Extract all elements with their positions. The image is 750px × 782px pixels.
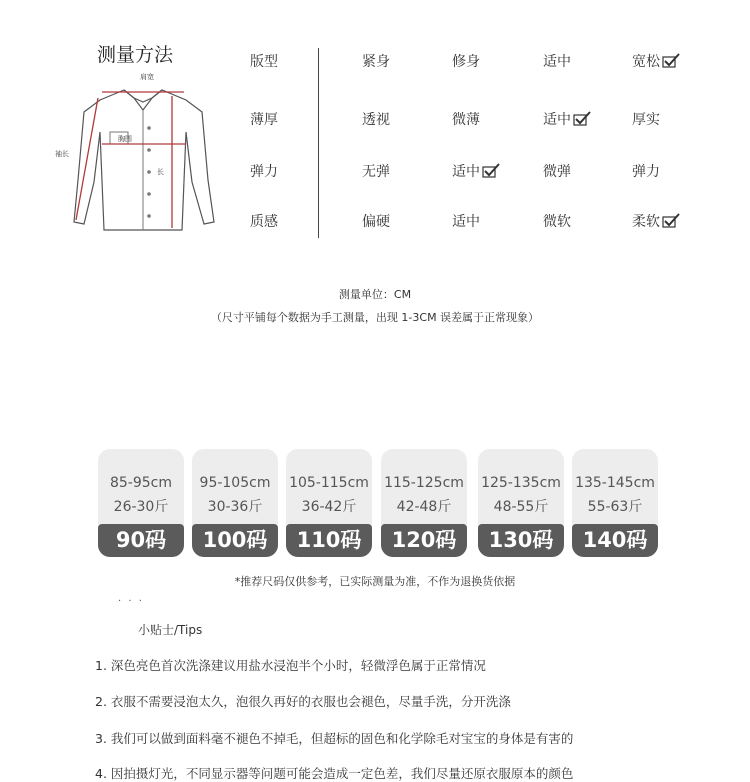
decorative-dots: · · · (118, 596, 144, 607)
tip-item: 4. 因拍摄灯光，不同显示器等问题可能会造成一定色差，我们尽量还原衣服原本的颜色 (95, 766, 574, 781)
attribute-option-selected: 宽松 (632, 48, 680, 76)
attribute-option: 厚实 (632, 112, 660, 128)
checkmark-icon (482, 162, 500, 178)
size-recommendation-note: *推荐尺码仅供参考，已实际测量为准，不作为退换货依据 (234, 575, 516, 588)
length-label: 长 (157, 168, 164, 176)
tip-item: 2. 衣服不需要浸泡太久，泡很久再好的衣服也会褪色，尽量手洗，分开洗涤 (95, 694, 511, 709)
attribute-option: 无弹 (362, 164, 390, 180)
size-card-120 (381, 449, 467, 557)
size-height-range: 95-105cm (199, 475, 271, 491)
attribute-label: 薄厚 (250, 112, 278, 128)
attribute-option-selected: 柔软 (632, 208, 680, 236)
attribute-option-selected: 适中 (452, 158, 500, 186)
measurement-method-title: 测量方法 (97, 44, 174, 66)
chest-label: 胸围 (118, 135, 132, 143)
size-height-range: 125-135cm (481, 475, 561, 491)
size-weight-range: 30-36斤 (207, 499, 263, 515)
size-label: 120码 (391, 528, 457, 552)
shoulder-width-label: 肩宽 (140, 73, 154, 81)
size-weight-range: 48-55斤 (493, 499, 549, 515)
size-card-100 (192, 449, 278, 557)
measurement-disclaimer: （尺寸平铺每个数据为手工测量，出现 1-3CM 误差属于正常现象） (210, 311, 540, 324)
attribute-row-elasticity (0, 158, 750, 186)
attribute-option: 微薄 (452, 112, 480, 128)
tips-title: 小贴士/Tips (138, 623, 203, 637)
attribute-row-thickness (0, 106, 750, 134)
size-label: 140码 (582, 528, 648, 552)
size-card-130 (478, 449, 564, 557)
attribute-option: 微软 (543, 214, 571, 230)
size-card-110 (286, 449, 372, 557)
size-height-range: 85-95cm (109, 475, 172, 491)
size-height-range: 135-145cm (575, 475, 655, 491)
size-weight-range: 55-63斤 (587, 499, 643, 515)
checkmark-icon (573, 110, 591, 126)
attribute-option: 适中 (543, 54, 571, 70)
attribute-label: 弹力 (250, 164, 278, 180)
size-label: 110码 (296, 528, 362, 552)
attribute-option: 适中 (452, 214, 480, 230)
size-card-140 (572, 449, 658, 557)
attribute-option: 弹力 (632, 164, 660, 180)
size-label: 100码 (202, 528, 268, 552)
size-weight-range: 42-48斤 (396, 499, 452, 515)
attribute-option: 微弹 (543, 164, 571, 180)
attribute-label: 质感 (250, 214, 278, 230)
measurement-unit: 测量单位：CM (338, 288, 412, 301)
attribute-option: 透视 (362, 112, 390, 128)
attribute-label: 版型 (250, 54, 278, 70)
size-label: 130码 (488, 528, 554, 552)
attribute-row-fit (0, 48, 750, 76)
tip-item: 1. 深色亮色首次洗涤建议用盐水浸泡半个小时，轻微浮色属于正常情况 (95, 658, 486, 673)
size-label: 90码 (115, 528, 167, 552)
attribute-option: 紧身 (362, 54, 390, 70)
size-weight-range: 26-30斤 (113, 499, 169, 515)
attribute-option: 修身 (452, 54, 480, 70)
checkmark-icon (662, 52, 680, 68)
attribute-option-selected: 适中 (543, 106, 591, 134)
size-card-90 (98, 449, 184, 557)
size-weight-range: 36-42斤 (301, 499, 357, 515)
tip-item: 3. 我们可以做到面料毫不褪色不掉毛，但超标的固色和化学除毛对宝宝的身体是有害的 (95, 731, 574, 746)
sleeve-length-label: 袖长 (55, 150, 69, 158)
attribute-option: 偏硬 (362, 214, 390, 230)
size-height-range: 105-115cm (289, 475, 369, 491)
size-height-range: 115-125cm (384, 475, 464, 491)
attribute-row-texture (0, 208, 750, 236)
checkmark-icon (662, 212, 680, 228)
